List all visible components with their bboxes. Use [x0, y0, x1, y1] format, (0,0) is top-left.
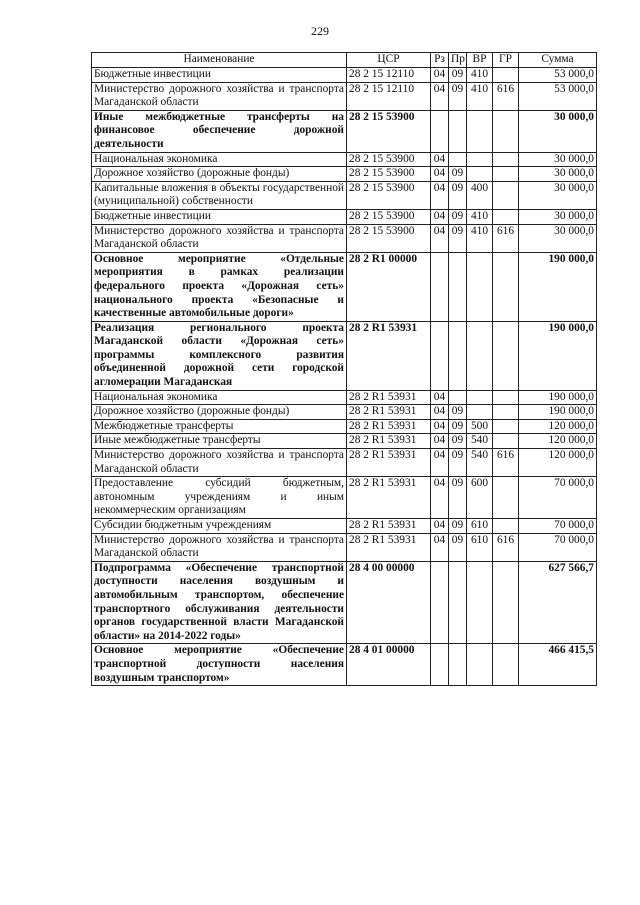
cell-pr: 09 [449, 449, 467, 477]
cell-rz: 04 [431, 390, 449, 405]
cell-rz: 04 [431, 405, 449, 420]
cell-rz: 04 [431, 181, 449, 209]
cell-sum: 190 000,0 [519, 390, 597, 405]
cell-vr [467, 152, 493, 167]
table-row [92, 419, 597, 434]
cell-name: Дорожное хозяйство (дорожные фонды) [92, 167, 347, 182]
cell-csr: 28 2 15 53900 [347, 224, 431, 252]
cell-csr: 28 2 15 53900 [347, 209, 431, 224]
cell-sum: 30 000,0 [519, 167, 597, 182]
header-vr: ВР [467, 53, 493, 68]
table-row [92, 533, 597, 561]
table-row [92, 209, 597, 224]
cell-pr: 09 [449, 477, 467, 519]
cell-pr: 09 [449, 68, 467, 83]
cell-gr [493, 152, 519, 167]
cell-pr: 09 [449, 167, 467, 182]
cell-vr: 610 [467, 533, 493, 561]
cell-pr: 09 [449, 419, 467, 434]
cell-gr: 616 [493, 449, 519, 477]
cell-sum: 627 566,7 [519, 561, 597, 644]
cell-csr: 28 2 R1 53931 [347, 533, 431, 561]
cell-sum: 466 415,5 [519, 644, 597, 686]
cell-vr [467, 561, 493, 644]
cell-pr [449, 561, 467, 644]
cell-sum: 120 000,0 [519, 419, 597, 434]
table-row [92, 561, 597, 644]
cell-gr [493, 167, 519, 182]
budget-table [91, 52, 597, 686]
cell-csr: 28 2 R1 53931 [347, 321, 431, 390]
cell-vr: 410 [467, 224, 493, 252]
cell-gr [493, 209, 519, 224]
cell-rz [431, 561, 449, 644]
cell-gr [493, 181, 519, 209]
cell-gr: 616 [493, 533, 519, 561]
cell-rz: 04 [431, 449, 449, 477]
table-row [92, 519, 597, 534]
cell-sum: 30 000,0 [519, 224, 597, 252]
cell-csr: 28 2 R1 53931 [347, 390, 431, 405]
cell-sum: 70 000,0 [519, 533, 597, 561]
cell-rz: 04 [431, 519, 449, 534]
cell-rz [431, 110, 449, 152]
cell-vr: 410 [467, 68, 493, 83]
cell-sum: 53 000,0 [519, 68, 597, 83]
cell-name: Министерство дорожного хозяйства и транспорта Магаданской области [92, 533, 347, 561]
cell-vr: 540 [467, 449, 493, 477]
cell-vr [467, 644, 493, 686]
cell-csr: 28 2 R1 53931 [347, 419, 431, 434]
cell-csr: 28 4 00 00000 [347, 561, 431, 644]
cell-name: Межбюджетные трансферты [92, 419, 347, 434]
cell-pr: 09 [449, 82, 467, 110]
cell-rz: 04 [431, 434, 449, 449]
cell-vr: 500 [467, 419, 493, 434]
cell-name: Бюджетные инвестиции [92, 68, 347, 83]
cell-vr [467, 167, 493, 182]
cell-vr [467, 405, 493, 420]
cell-name: Министерство дорожного хозяйства и транспорта Магаданской области [92, 224, 347, 252]
cell-sum: 53 000,0 [519, 82, 597, 110]
cell-name: Реализация регионального проекта Магаданской области «Дорожная сеть» программы комплексного развития объединенной дорожной сети городской агломерации Магаданская [92, 321, 347, 390]
table-row [92, 68, 597, 83]
cell-pr: 09 [449, 533, 467, 561]
cell-rz [431, 252, 449, 321]
cell-csr: 28 2 15 53900 [347, 152, 431, 167]
cell-sum: 190 000,0 [519, 321, 597, 390]
cell-pr: 09 [449, 224, 467, 252]
table-row [92, 252, 597, 321]
cell-csr: 28 2 R1 53931 [347, 449, 431, 477]
cell-pr [449, 152, 467, 167]
cell-vr [467, 390, 493, 405]
cell-name: Министерство дорожного хозяйства и транспорта Магаданской области [92, 449, 347, 477]
table-row [92, 434, 597, 449]
table-row [92, 167, 597, 182]
cell-pr [449, 252, 467, 321]
cell-name: Бюджетные инвестиции [92, 209, 347, 224]
table-row [92, 181, 597, 209]
cell-gr [493, 419, 519, 434]
cell-rz [431, 321, 449, 390]
cell-gr [493, 434, 519, 449]
cell-csr: 28 2 15 53900 [347, 110, 431, 152]
cell-csr: 28 2 R1 53931 [347, 519, 431, 534]
cell-sum: 30 000,0 [519, 181, 597, 209]
cell-gr [493, 519, 519, 534]
cell-pr [449, 390, 467, 405]
cell-rz: 04 [431, 533, 449, 561]
cell-pr [449, 644, 467, 686]
cell-rz: 04 [431, 152, 449, 167]
cell-name: Подпрограмма «Обеспечение транспортной доступности населения воздушным и автомобильным транспортом, обеспечение транспортного обслуживания деятельности органов государственной власти Магаданской области» на 2014-2022 годы» [92, 561, 347, 644]
table-row [92, 449, 597, 477]
cell-name: Субсидии бюджетным учреждениям [92, 519, 347, 534]
cell-name: Дорожное хозяйство (дорожные фонды) [92, 405, 347, 420]
table-row [92, 110, 597, 152]
cell-gr [493, 405, 519, 420]
cell-rz: 04 [431, 167, 449, 182]
table-row [92, 224, 597, 252]
cell-pr: 09 [449, 434, 467, 449]
table-row [92, 477, 597, 519]
cell-gr [493, 321, 519, 390]
cell-vr [467, 110, 493, 152]
cell-pr: 09 [449, 209, 467, 224]
cell-sum: 30 000,0 [519, 110, 597, 152]
cell-csr: 28 2 R1 53931 [347, 405, 431, 420]
cell-rz: 04 [431, 477, 449, 519]
cell-name: Основное мероприятие «Обеспечение транспортной доступности населения воздушным транспортом» [92, 644, 347, 686]
cell-vr: 400 [467, 181, 493, 209]
cell-csr: 28 2 15 12110 [347, 82, 431, 110]
cell-gr [493, 561, 519, 644]
cell-name: Национальная экономика [92, 152, 347, 167]
cell-name: Основное мероприятие «Отдельные мероприятия в рамках реализации федерального проекта «Дорожная сеть» национального проекта «Безопасные и качественные автомобильные дороги» [92, 252, 347, 321]
cell-gr [493, 644, 519, 686]
cell-csr: 28 2 R1 53931 [347, 477, 431, 519]
cell-name: Министерство дорожного хозяйства и транспорта Магаданской области [92, 82, 347, 110]
table-row [92, 390, 597, 405]
header-gr: ГР [493, 53, 519, 68]
cell-sum: 190 000,0 [519, 405, 597, 420]
cell-name: Предоставление субсидий бюджетным, автономным учреждениям и иным некоммерческим организациям [92, 477, 347, 519]
cell-rz: 04 [431, 209, 449, 224]
cell-sum: 190 000,0 [519, 252, 597, 321]
cell-rz: 04 [431, 82, 449, 110]
cell-gr [493, 477, 519, 519]
cell-pr: 09 [449, 181, 467, 209]
header-name: Наименование [92, 53, 347, 68]
cell-sum: 70 000,0 [519, 477, 597, 519]
cell-vr: 600 [467, 477, 493, 519]
page-number: 229 [311, 24, 329, 38]
cell-sum: 120 000,0 [519, 434, 597, 449]
cell-sum: 30 000,0 [519, 209, 597, 224]
cell-rz: 04 [431, 419, 449, 434]
cell-rz [431, 644, 449, 686]
cell-vr [467, 252, 493, 321]
cell-vr: 610 [467, 519, 493, 534]
header-rz: Рз [431, 53, 449, 68]
cell-gr [493, 68, 519, 83]
cell-rz: 04 [431, 224, 449, 252]
cell-csr: 28 2 15 53900 [347, 181, 431, 209]
cell-gr: 616 [493, 82, 519, 110]
table-row [92, 321, 597, 390]
cell-vr: 410 [467, 209, 493, 224]
cell-pr: 09 [449, 405, 467, 420]
cell-csr: 28 2 15 12110 [347, 68, 431, 83]
table-header-row [92, 53, 597, 68]
cell-sum: 120 000,0 [519, 449, 597, 477]
cell-gr: 616 [493, 224, 519, 252]
cell-sum: 30 000,0 [519, 152, 597, 167]
table-row [92, 644, 597, 686]
table-row [92, 152, 597, 167]
cell-name: Капитальные вложения в объекты государственной (муниципальной) собственности [92, 181, 347, 209]
cell-pr: 09 [449, 519, 467, 534]
table-row [92, 405, 597, 420]
header-csr: ЦСР [347, 53, 431, 68]
cell-vr: 410 [467, 82, 493, 110]
cell-csr: 28 2 R1 53931 [347, 434, 431, 449]
cell-name: Национальная экономика [92, 390, 347, 405]
table-row [92, 82, 597, 110]
cell-gr [493, 252, 519, 321]
cell-gr [493, 390, 519, 405]
cell-name: Иные межбюджетные трансферты на финансовое обеспечение дорожной деятельности [92, 110, 347, 152]
cell-csr: 28 4 01 00000 [347, 644, 431, 686]
cell-vr [467, 321, 493, 390]
header-sum: Сумма [519, 53, 597, 68]
cell-gr [493, 110, 519, 152]
cell-csr: 28 2 R1 00000 [347, 252, 431, 321]
cell-sum: 70 000,0 [519, 519, 597, 534]
cell-rz: 04 [431, 68, 449, 83]
cell-name: Иные межбюджетные трансферты [92, 434, 347, 449]
cell-vr: 540 [467, 434, 493, 449]
cell-pr [449, 110, 467, 152]
cell-csr: 28 2 15 53900 [347, 167, 431, 182]
header-pr: Пр [449, 53, 467, 68]
cell-pr [449, 321, 467, 390]
